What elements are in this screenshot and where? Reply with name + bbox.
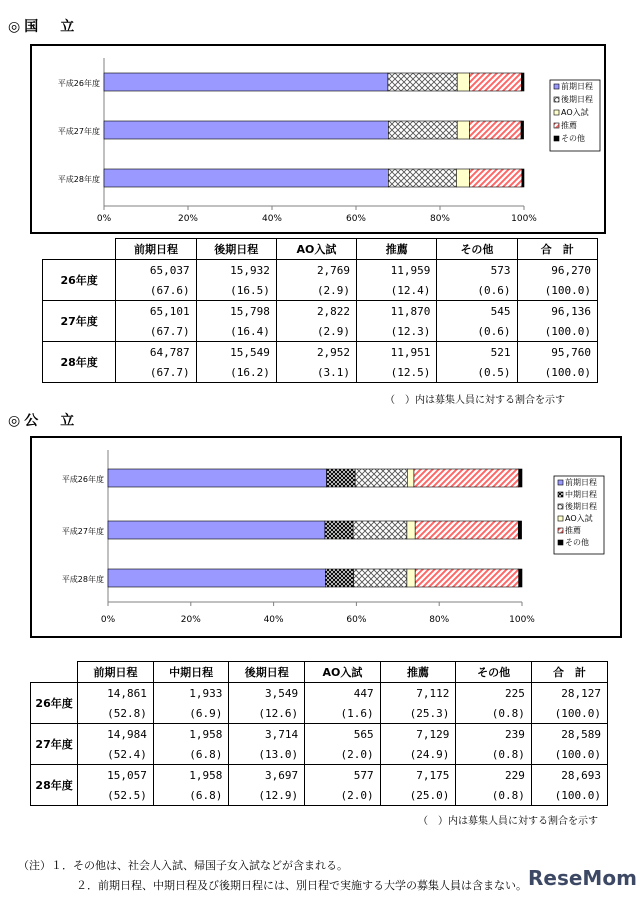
cell-percent: (0.8) (456, 744, 531, 765)
cell-value: 15,932 (196, 260, 276, 281)
bar-segment (108, 521, 325, 539)
legend-swatch (558, 516, 563, 521)
cell-percent: (16.4) (196, 321, 276, 342)
table-row (31, 724, 608, 745)
chart-national (30, 44, 606, 234)
x-tick-label: 100% (511, 214, 537, 224)
cell-value: 573 (437, 260, 517, 281)
cell-percent: (1.6) (305, 703, 380, 724)
row-year: 27年度 (31, 724, 78, 765)
cell-percent: (2.9) (276, 280, 356, 301)
legend-label: その他 (565, 538, 589, 547)
cell-percent: (0.8) (456, 785, 531, 806)
watermark-logo: ReseMom (528, 866, 637, 890)
row-year: 28年度 (31, 765, 78, 806)
bar-segment (325, 569, 353, 587)
bar-segment (518, 521, 521, 539)
legend-swatch (558, 528, 563, 533)
bar-segment (521, 121, 524, 139)
cell-value: 239 (456, 724, 531, 745)
bar-segment (519, 569, 522, 587)
cell-value: 2,769 (276, 260, 356, 281)
bar-segment (469, 169, 522, 187)
x-tick-label: 60% (346, 615, 367, 625)
table-corner (43, 239, 116, 260)
cell-percent: (52.5) (78, 785, 154, 806)
cell-percent: (67.7) (116, 362, 196, 383)
cell-percent: (13.0) (229, 744, 305, 765)
cell-value: 3,714 (229, 724, 305, 745)
cell-value: 3,549 (229, 683, 305, 704)
legend-swatch (554, 97, 559, 102)
bar-segment (354, 569, 407, 587)
x-tick-label: 80% (429, 214, 451, 224)
cell-percent: (3.1) (276, 362, 356, 383)
cell-value: 28,127 (531, 683, 607, 704)
x-tick-label: 0% (100, 615, 116, 625)
cell-value: 565 (305, 724, 380, 745)
x-tick-label: 40% (261, 214, 283, 224)
cell-percent: (24.9) (380, 744, 456, 765)
legend-swatch (554, 123, 559, 128)
cell-value: 225 (456, 683, 531, 704)
cell-value: 15,549 (196, 342, 276, 363)
bar-segment (415, 569, 519, 587)
bar-segment (327, 469, 356, 487)
cell-value: 15,798 (196, 301, 276, 322)
cell-value: 15,057 (78, 765, 154, 786)
column-header: 前期日程 (78, 662, 154, 683)
cell-percent: (100.0) (517, 280, 597, 301)
note-public: （ ）内は募集人員に対する割合を示す (418, 816, 598, 827)
cell-value: 95,760 (517, 342, 597, 363)
x-tick-label: 80% (429, 615, 450, 625)
chart-public-svg (32, 438, 620, 636)
legend-swatch (558, 540, 563, 545)
category-label: 平成27年度 (61, 527, 104, 536)
row-year: 26年度 (31, 683, 78, 724)
bar-segment (521, 73, 524, 91)
bar-segment (388, 121, 457, 139)
table-row (43, 260, 598, 281)
bar-segment (104, 169, 388, 187)
legend-label: その他 (561, 134, 585, 143)
cell-percent: (12.6) (229, 703, 305, 724)
bar-segment (388, 73, 457, 91)
cell-value: 2,952 (276, 342, 356, 363)
table-national (42, 238, 598, 383)
cell-percent: (6.8) (153, 744, 228, 765)
cell-value: 1,933 (153, 683, 228, 704)
legend-label: 推薦 (565, 526, 581, 535)
cell-percent: (12.5) (357, 362, 437, 383)
bar-segment (407, 469, 414, 487)
cell-percent: (2.0) (305, 785, 380, 806)
x-tick-label: 40% (263, 615, 284, 625)
section-title-public: ◎公 立 (8, 413, 79, 429)
bar-segment (108, 569, 325, 587)
table-corner (31, 662, 78, 683)
cell-value: 7,175 (380, 765, 456, 786)
cell-percent: (0.8) (456, 703, 531, 724)
cell-percent: (2.0) (305, 744, 380, 765)
column-header: 合 計 (517, 239, 597, 260)
column-header: 後期日程 (196, 239, 276, 260)
bar-segment (407, 569, 415, 587)
bar-segment (469, 73, 521, 91)
table-row-percent (43, 280, 598, 301)
cell-percent: (100.0) (517, 321, 597, 342)
cell-value: 7,129 (380, 724, 456, 745)
column-header: その他 (437, 239, 517, 260)
bar-segment (414, 469, 519, 487)
column-header: 合 計 (531, 662, 607, 683)
bar-segment (456, 169, 469, 187)
cell-value: 14,984 (78, 724, 154, 745)
row-year: 26年度 (43, 260, 116, 301)
bar-segment (469, 121, 521, 139)
bar-segment (108, 469, 327, 487)
bar-segment (457, 73, 469, 91)
cell-value: 28,589 (531, 724, 607, 745)
section-title-national: ◎国 立 (8, 19, 79, 35)
footnote-2: ２．前期日程、中期日程及び後期日程には、別日程で実施する大学の募集人員は含まない。 (76, 879, 527, 892)
category-label: 平成28年度 (57, 175, 100, 184)
cell-value: 96,270 (517, 260, 597, 281)
bar-segment (104, 73, 388, 91)
category-label: 平成28年度 (61, 575, 104, 584)
bar-segment (388, 169, 456, 187)
bar-segment (519, 469, 522, 487)
column-header: その他 (456, 662, 531, 683)
legend-label: 後期日程 (561, 95, 593, 104)
chart-national-svg (32, 46, 604, 232)
row-year: 27年度 (43, 301, 116, 342)
legend-swatch (558, 492, 563, 497)
legend-label: AO入試 (561, 108, 589, 117)
legend-label: 後期日程 (565, 502, 597, 511)
cell-value: 7,112 (380, 683, 456, 704)
bar-segment (407, 521, 415, 539)
cell-value: 28,693 (531, 765, 607, 786)
x-tick-label: 60% (345, 214, 367, 224)
footnote-1: （注）１．その他は、社会人入試、帰国子女入試などが含まれる。 (18, 859, 348, 872)
table-public (30, 661, 608, 806)
cell-value: 521 (437, 342, 517, 363)
legend-swatch (558, 480, 563, 485)
cell-percent: (25.3) (380, 703, 456, 724)
legend-label: 前期日程 (565, 478, 597, 487)
column-header: 推薦 (380, 662, 456, 683)
cell-value: 3,697 (229, 765, 305, 786)
cell-value: 96,136 (517, 301, 597, 322)
cell-percent: (52.8) (78, 703, 154, 724)
column-header: 後期日程 (229, 662, 305, 683)
legend-swatch (558, 504, 563, 509)
cell-percent: (12.4) (357, 280, 437, 301)
table-row-percent (43, 362, 598, 383)
bar-segment (355, 469, 407, 487)
cell-percent: (100.0) (531, 703, 607, 724)
category-label: 平成27年度 (57, 127, 100, 136)
cell-value: 65,101 (116, 301, 196, 322)
cell-percent: (16.5) (196, 280, 276, 301)
cell-value: 447 (305, 683, 380, 704)
cell-value: 2,822 (276, 301, 356, 322)
bar-segment (522, 169, 524, 187)
cell-percent: (0.6) (437, 280, 517, 301)
table-row (31, 683, 608, 704)
cell-percent: (0.5) (437, 362, 517, 383)
cell-value: 64,787 (116, 342, 196, 363)
chart-public (30, 436, 622, 638)
column-header: 中期日程 (153, 662, 228, 683)
cell-percent: (100.0) (531, 744, 607, 765)
cell-percent: (67.7) (116, 321, 196, 342)
cell-value: 229 (456, 765, 531, 786)
cell-percent: (12.3) (357, 321, 437, 342)
cell-percent: (100.0) (531, 785, 607, 806)
table-row-percent (31, 703, 608, 724)
cell-percent: (25.0) (380, 785, 456, 806)
legend-label: AO入試 (565, 514, 593, 523)
column-header: 前期日程 (116, 239, 196, 260)
cell-percent: (6.8) (153, 785, 228, 806)
cell-percent: (6.9) (153, 703, 228, 724)
cell-value: 65,037 (116, 260, 196, 281)
bar-segment (353, 521, 407, 539)
cell-percent: (12.9) (229, 785, 305, 806)
cell-percent: (0.6) (437, 321, 517, 342)
legend-swatch (554, 110, 559, 115)
cell-value: 1,958 (153, 724, 228, 745)
cell-value: 1,958 (153, 765, 228, 786)
x-tick-label: 100% (509, 615, 535, 625)
note-national: （ ）内は募集人員に対する割合を示す (385, 395, 565, 406)
cell-percent: (16.2) (196, 362, 276, 383)
bar-segment (415, 521, 518, 539)
x-tick-label: 20% (180, 615, 201, 625)
column-header: AO入試 (276, 239, 356, 260)
cell-value: 11,959 (357, 260, 437, 281)
cell-percent: (100.0) (517, 362, 597, 383)
x-tick-label: 0% (96, 214, 112, 224)
row-year: 28年度 (43, 342, 116, 383)
cell-value: 14,861 (78, 683, 154, 704)
legend-label: 前期日程 (561, 82, 593, 91)
legend-swatch (554, 84, 559, 89)
column-header: 推薦 (357, 239, 437, 260)
x-tick-label: 20% (177, 214, 199, 224)
cell-percent: (2.9) (276, 321, 356, 342)
table-row (43, 301, 598, 322)
category-label: 平成26年度 (57, 79, 100, 88)
category-label: 平成26年度 (61, 475, 104, 484)
table-row (31, 765, 608, 786)
cell-value: 577 (305, 765, 380, 786)
legend-swatch (554, 136, 559, 141)
bar-segment (325, 521, 353, 539)
cell-value: 545 (437, 301, 517, 322)
table-row (43, 342, 598, 363)
table-row-percent (31, 785, 608, 806)
column-header: AO入試 (305, 662, 380, 683)
legend-label: 中期日程 (565, 490, 597, 499)
cell-percent: (52.4) (78, 744, 154, 765)
legend-label: 推薦 (561, 121, 577, 130)
bar-segment (457, 121, 469, 139)
cell-percent: (67.6) (116, 280, 196, 301)
bar-segment (104, 121, 388, 139)
cell-value: 11,870 (357, 301, 437, 322)
cell-value: 11,951 (357, 342, 437, 363)
table-row-percent (43, 321, 598, 342)
table-row-percent (31, 744, 608, 765)
